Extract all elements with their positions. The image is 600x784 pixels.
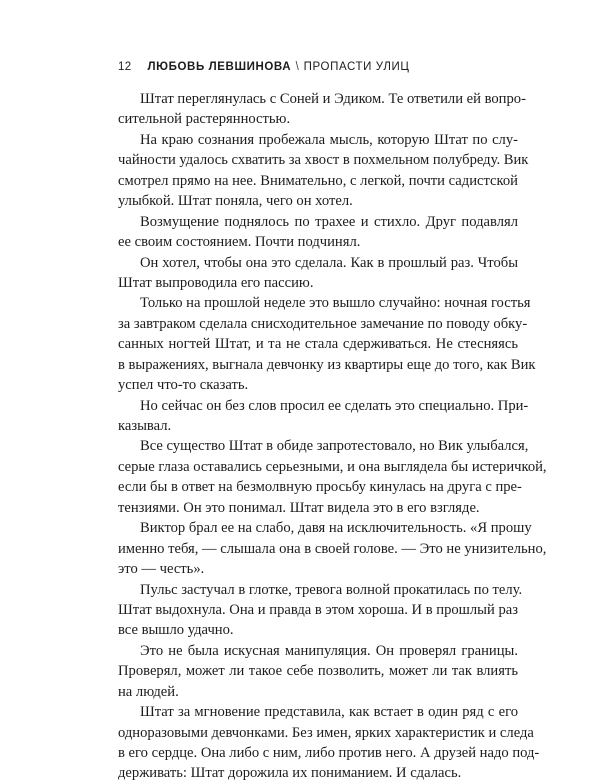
text-line: Только на прошлой неделе это вышло случайно: ночная гостья [140, 295, 531, 312]
text-line: Штат переглянулась с Соней и Эдиком. Те ответили ей вопро- [140, 91, 526, 107]
text-line: все вышло удачно. [118, 622, 234, 639]
text-line: в выражениях, выгнала девчонку из квартиры еще до того, как Вик [118, 356, 536, 373]
text-line: Пульс застучал в глотке, тревога волной прокатилась по телу. [140, 581, 523, 598]
text-line: держивать: Штат дорожила их пониманием. И сдалась. [118, 765, 462, 782]
text-line: если бы в ответ на безмолвную просьбу кинулась на друга с пре- [118, 479, 522, 496]
text-line: смотрел прямо на нее. Внимательно, с легкой, почти садистской [118, 172, 518, 189]
text-line: Штат выпроводила его пассию. [118, 274, 314, 291]
text-line: за завтраком сделала снисходительное замечание по поводу обку- [118, 315, 528, 332]
text-line: одноразовыми девчонками. Без имен, ярких характеристик и следа [118, 724, 534, 741]
text-line: Возмущение поднялось по трахее и стихло. Друг подавлял [140, 213, 518, 230]
text-line: это — честь». [118, 561, 205, 578]
text-line: на людей. [118, 683, 179, 700]
text-line: в его сердце. Она либо с ним, либо против него. А друзей надо под- [118, 745, 540, 761]
text-line: Но сейчас он без слов просил ее сделать это специально. При- [140, 397, 529, 414]
text-line: санных ногтей Штат, и та не стала сдерживаться. Не стесняясь [118, 336, 518, 353]
text-line: успел что-то сказать. [118, 377, 249, 394]
text-line: На краю сознания пробежала мысль, которую Штат по слу- [140, 131, 518, 148]
author-name: ЛЮБОВЬ ЛЕВШИНОВА [147, 61, 292, 73]
text-line: чайности удалось схватить за хвост в похмельном полубреду. Вик [118, 152, 529, 169]
text-line: ее своим состоянием. Почти подчинял. [118, 234, 361, 251]
text-line: сительной растерянностью. [118, 111, 291, 128]
header-separator: \ [295, 61, 300, 73]
text-line: Это не была искусная манипуляция. Он проверял границы. [140, 642, 518, 659]
page-number: 12 [118, 61, 132, 73]
text-line: именно тебя, — слышала она в своей голове. — Это не унизительно, [118, 540, 547, 557]
book-title: ПРОПАСТИ УЛИЦ [303, 61, 410, 73]
text-line: Штат выдохнула. Она и правда в этом хороша. И в прошлый раз [118, 601, 518, 618]
text-line: серые глаза оставались серьезными, и она выглядела бы истеричкой, [118, 458, 547, 475]
text-line: Он хотел, чтобы она это сделала. Как в прошлый раз. Чтобы [140, 254, 518, 271]
text-line: тензиями. Он это понимал. Штат видела это в его взгляде. [118, 499, 480, 516]
text-line: Штат за мгновение представила, как встает в один ряд с его [140, 704, 518, 721]
body-text [118, 89, 547, 784]
text-line: Все существо Штат в обиде запротестовало, но Вик улыбался, [140, 438, 529, 455]
text-line: Проверял, может ли такое себе позволить, может ли так влиять [118, 663, 518, 680]
text-line: казывал. [118, 418, 172, 434]
running-head [118, 61, 409, 73]
text-line: улыбкой. Штат поняла, чего он хотел. [118, 193, 353, 210]
text-line: Виктор брал ее на слабо, давя на исключительность. «Я прошу [140, 520, 532, 537]
